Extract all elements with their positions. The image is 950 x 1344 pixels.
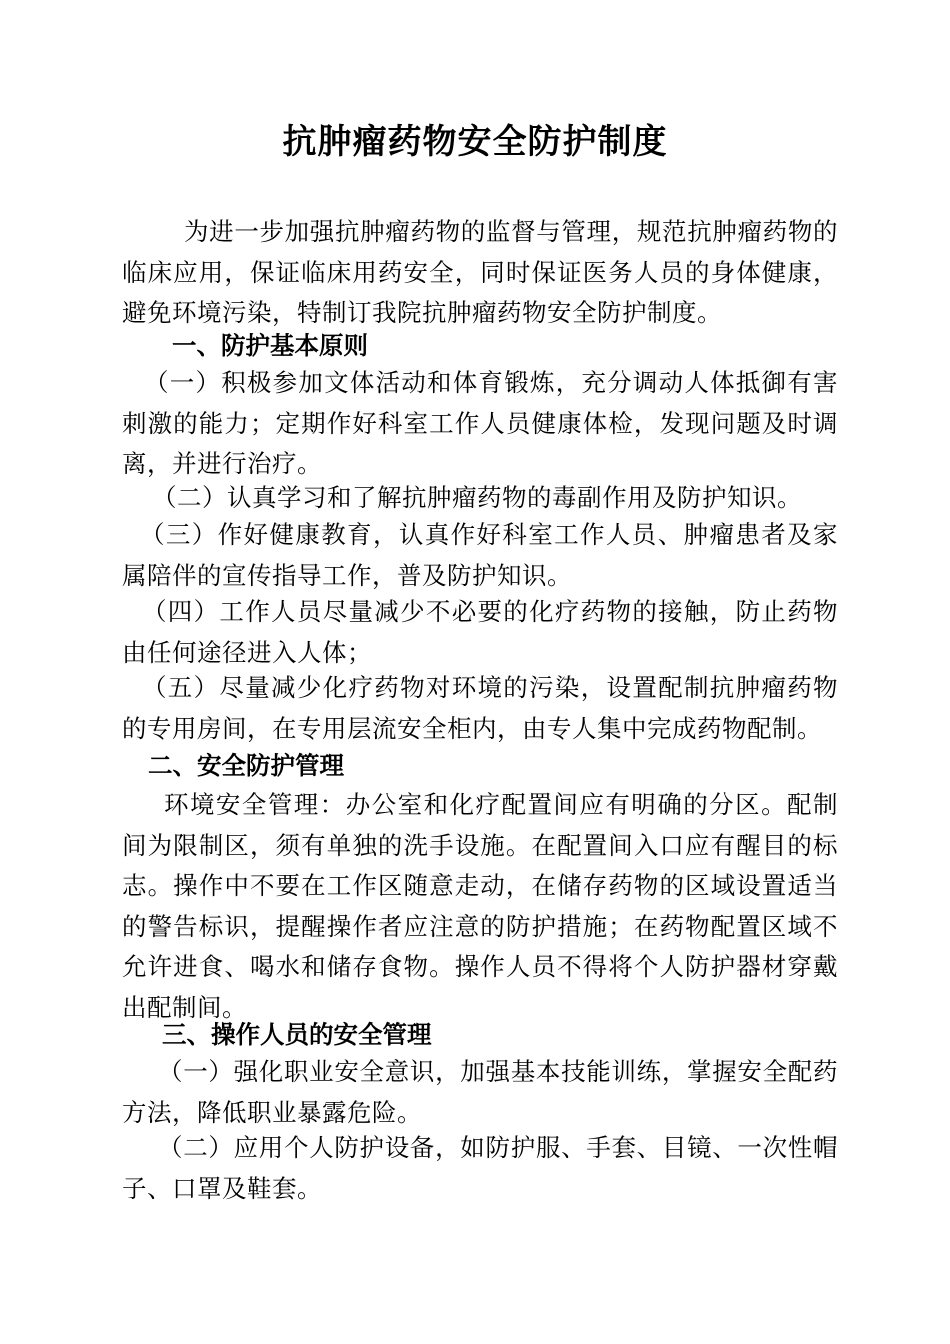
document-title: 抗肿瘤药物安全防护制度 <box>282 122 668 162</box>
section3-item-1: （一）强化职业安全意识，加强基本技能训练，掌握安全配药方法，降低职业暴露危险。 <box>122 1057 838 1127</box>
section1-item-3: （三）作好健康教育，认真作好科室工作人员、肿瘤患者及家属陪伴的宣传指导工作，普及防护知识。 <box>122 520 838 590</box>
intro-paragraph: 为进一步加强抗肿瘤药物的监督与管理，规范抗肿瘤药物的临床应用，保证临床用药安全，同时保证医务人员的身体健康，避免环境污染，特制订我院抗肿瘤药物安全防护制度。 <box>122 217 838 327</box>
section3-heading: 三、操作人员的安全管理 <box>162 1020 432 1049</box>
section2-paragraph: 环境安全管理：办公室和化疗配置间应有明确的分区。配制间为限制区，须有单独的洗手设施。在配置间入口应有醒目的标志。操作中不要在工作区随意走动，在储存药物的区域设置适当的警告标识，提醒操作者应注意的防护措施；在药物配置区域不允许进食、喝水和储存食物。操作人员不得将个人防护器材穿戴出配制间。 <box>122 790 838 1022</box>
section3-item-2: （二）应用个人防护设备，如防护服、手套、目镜、一次性帽子、口罩及鞋套。 <box>122 1133 838 1203</box>
section1-item-1: （一）积极参加文体活动和体育锻炼，充分调动人体抵御有害刺激的能力；定期作好科室工作人员健康体检，发现问题及时调离，并进行治疗。 <box>122 368 838 478</box>
section1-item-5: （五）尽量减少化疗药物对环境的污染，设置配制抗肿瘤药物的专用房间，在专用层流安全柜内，由专人集中完成药物配制。 <box>122 673 838 743</box>
section1-item-4: （四）工作人员尽量减少不必要的化疗药物的接触，防止药物由任何途径进入人体； <box>122 597 838 667</box>
section1-heading: 一、防护基本原则 <box>172 331 368 360</box>
section2-heading: 二、安全防护管理 <box>148 751 344 780</box>
section1-item-2: （二）认真学习和了解抗肿瘤药物的毒副作用及防护知识。 <box>152 483 802 512</box>
